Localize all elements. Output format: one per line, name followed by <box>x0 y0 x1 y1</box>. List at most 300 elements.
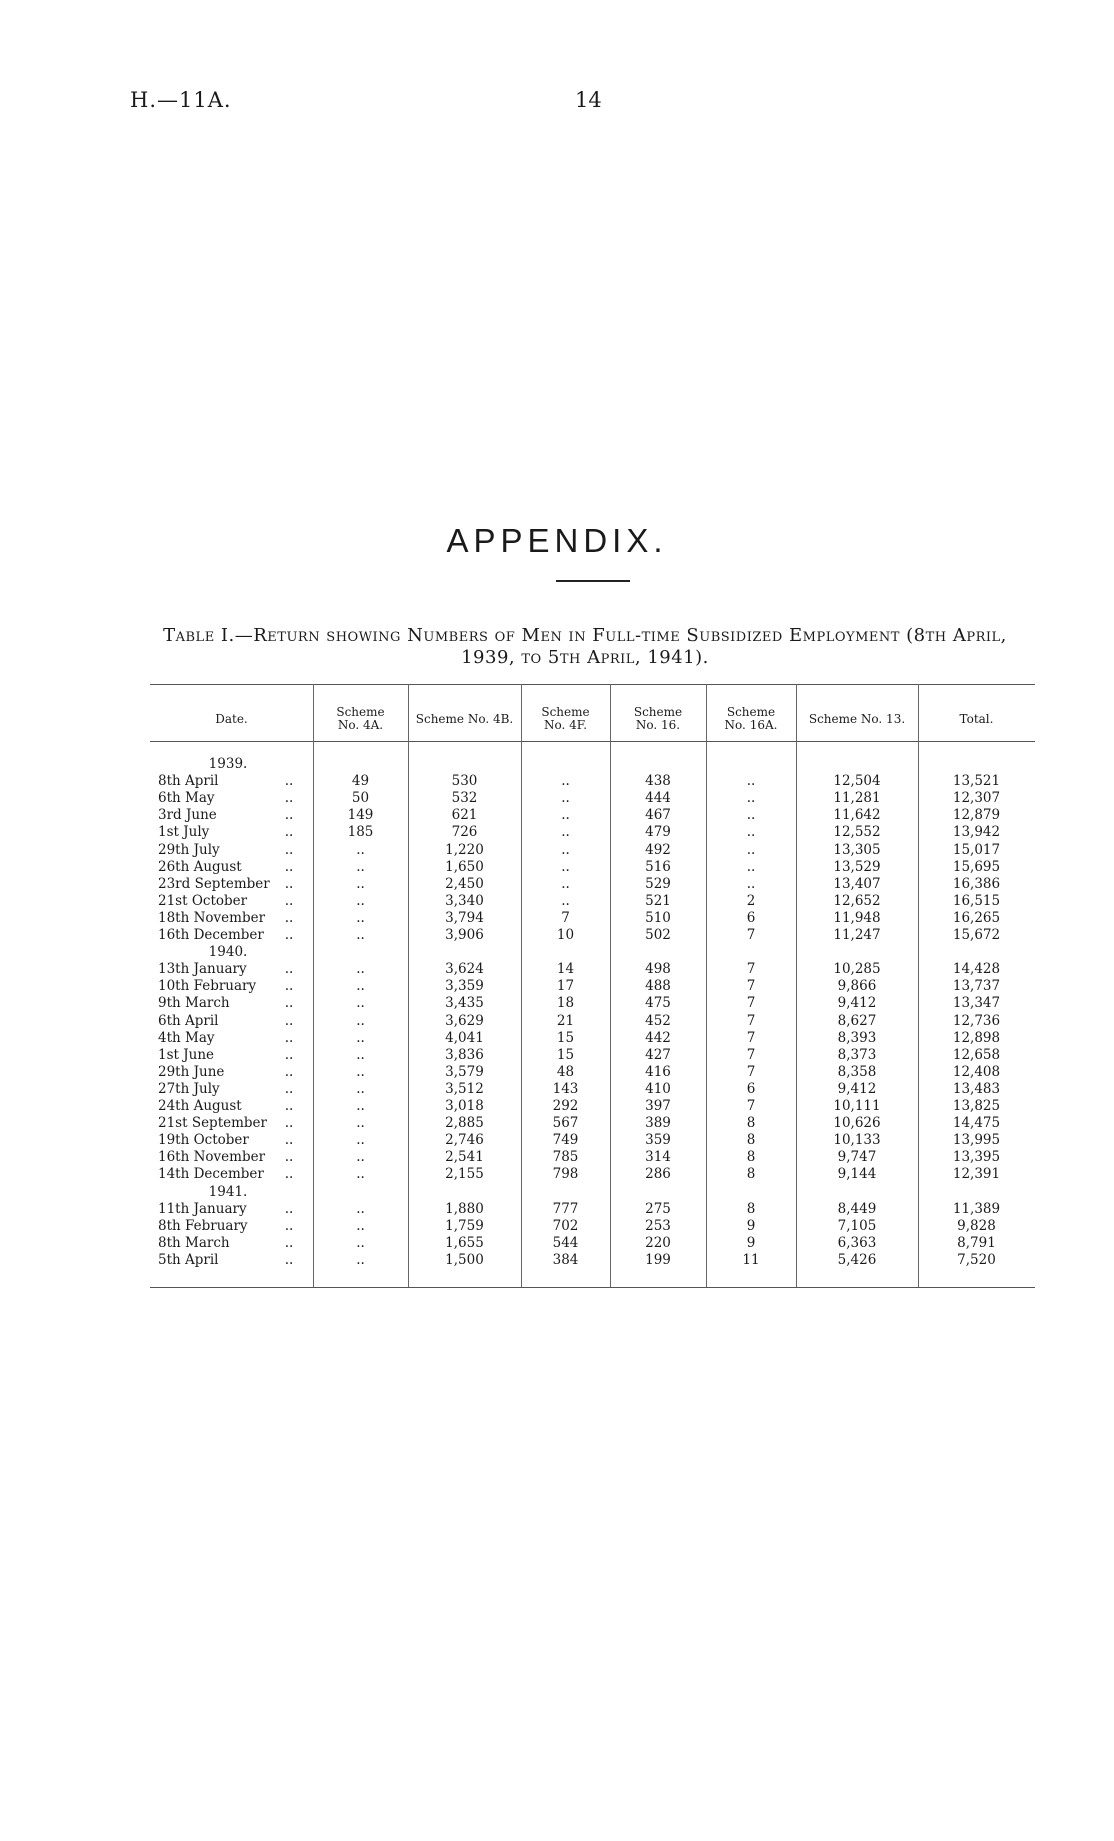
value-cell-s4f: .. <box>561 858 570 875</box>
leader-dots: .. <box>284 1200 294 1217</box>
value-cell-s4a: .. <box>356 1234 365 1251</box>
column-header-text <box>416 713 513 726</box>
table-row <box>150 1201 1035 1218</box>
leader-dots: .. <box>284 909 294 926</box>
date-cell: 9th March <box>158 995 230 1012</box>
date-cell: 14th December <box>158 1166 264 1183</box>
value-cell-s4b: 530 <box>451 773 478 790</box>
value-cell-s16: 275 <box>645 1200 671 1217</box>
table-header-rule <box>150 741 1035 742</box>
value-cell-total: 12,307 <box>952 790 1001 807</box>
column-header-line-1: Total. <box>959 711 994 726</box>
value-cell-s13: 9,412 <box>837 1080 877 1097</box>
value-cell-s16a: 7 <box>746 1098 756 1114</box>
year-label: 1941. <box>208 1183 248 1200</box>
value-cell-total: 12,658 <box>952 1046 1001 1063</box>
table-top-rule <box>150 684 1035 685</box>
value-cell-s4f: 10 <box>556 927 575 943</box>
leader-dots: .. <box>284 1063 294 1080</box>
value-cell-s4b: 3,836 <box>445 1046 484 1063</box>
value-cell-total: 12,408 <box>952 1063 1001 1080</box>
value-cell-total: 16,265 <box>952 909 1001 926</box>
table-row <box>150 995 1035 1012</box>
date-cell: 13th January <box>158 961 247 978</box>
date-cell: 6th May <box>158 790 215 807</box>
value-cell-total: 13,347 <box>952 995 1001 1012</box>
date-cell: 1st June <box>158 1046 215 1063</box>
value-cell-s4f: 14 <box>556 961 575 978</box>
leader-dots: .. <box>284 927 294 943</box>
column-header-text <box>725 706 778 732</box>
value-cell-total: 15,695 <box>952 858 1001 875</box>
value-cell-s4a: .. <box>356 892 365 909</box>
table-row <box>150 1047 1035 1064</box>
value-cell-s13: 13,407 <box>833 875 881 892</box>
value-cell-s16a: 6 <box>746 1080 756 1097</box>
date-cell: 8th March <box>158 1234 230 1251</box>
value-cell-s4b: 2,450 <box>445 875 484 892</box>
value-cell-s16: 427 <box>645 1046 671 1063</box>
value-cell-total: 13,483 <box>952 1080 1001 1097</box>
date-cell: 26th August <box>158 858 242 875</box>
value-cell-s4a: .. <box>356 1080 365 1097</box>
table-row <box>150 910 1035 927</box>
value-cell-s4b: 2,155 <box>445 1166 484 1183</box>
value-cell-s16: 286 <box>645 1166 671 1183</box>
value-cell-s13: 9,144 <box>837 1166 877 1183</box>
year-row <box>150 944 1035 961</box>
column-header-s13 <box>796 697 918 741</box>
value-cell-s13: 13,529 <box>833 858 881 875</box>
leader-dots: .. <box>284 892 294 909</box>
value-cell-s16: 475 <box>645 995 671 1012</box>
value-cell-s13: 9,866 <box>837 978 877 995</box>
column-divider <box>796 684 797 1287</box>
value-cell-s16a: 7 <box>746 978 756 995</box>
column-header-total <box>918 697 1035 741</box>
value-cell-s16a: 8 <box>746 1149 756 1166</box>
column-header-s4a <box>313 697 408 741</box>
table-row <box>150 1166 1035 1183</box>
value-cell-s16: 199 <box>645 1251 671 1268</box>
value-cell-s13: 9,412 <box>837 995 877 1012</box>
value-cell-s4f: 292 <box>552 1098 579 1114</box>
date-cell: 11th January <box>158 1200 247 1217</box>
value-cell-s16: 521 <box>645 892 671 909</box>
date-cell: 21st September <box>158 1115 268 1132</box>
column-divider <box>706 684 707 1287</box>
value-cell-s16a: 7 <box>746 1012 756 1029</box>
value-cell-s16: 488 <box>645 978 671 995</box>
value-cell-s16a: 9 <box>746 1217 756 1234</box>
value-cell-s4f: .. <box>561 773 570 790</box>
column-divider <box>610 684 611 1287</box>
value-cell-s16a: 7 <box>746 995 756 1012</box>
value-cell-s4b: 621 <box>451 807 478 824</box>
value-cell-s4f: 384 <box>552 1251 579 1268</box>
value-cell-s4f: 15 <box>556 1029 575 1046</box>
value-cell-total: 15,672 <box>952 927 1001 943</box>
value-cell-s16a: .. <box>746 773 756 790</box>
value-cell-s4b: 2,541 <box>445 1149 484 1166</box>
value-cell-s13: 8,373 <box>837 1046 877 1063</box>
value-cell-s13: 8,449 <box>837 1200 877 1217</box>
value-cell-s13: 8,358 <box>837 1063 877 1080</box>
value-cell-s16: 498 <box>645 961 671 978</box>
value-cell-s4f: 21 <box>556 1012 575 1029</box>
leader-dots: .. <box>284 1098 294 1114</box>
value-cell-s4a: .. <box>356 858 365 875</box>
value-cell-s4a: .. <box>356 1012 365 1029</box>
value-cell-s4f: 544 <box>552 1234 579 1251</box>
value-cell-s4f: .. <box>561 841 570 858</box>
value-cell-total: 13,995 <box>952 1132 1001 1149</box>
value-cell-s16: 410 <box>645 1080 671 1097</box>
column-header-line-1: Scheme No. 4B. <box>415 711 514 726</box>
column-header-text <box>215 713 248 726</box>
value-cell-s4b: 3,906 <box>445 927 484 943</box>
date-cell: 27th July <box>158 1080 220 1097</box>
table-row <box>150 1013 1035 1030</box>
date-cell: 18th November <box>158 909 266 926</box>
leader-dots: .. <box>284 961 294 978</box>
table-row <box>150 1081 1035 1098</box>
value-cell-s16: 397 <box>645 1098 671 1114</box>
value-cell-s13: 12,552 <box>833 824 881 841</box>
table-row <box>150 842 1035 859</box>
date-cell: 16th December <box>158 927 264 943</box>
value-cell-s13: 11,247 <box>833 927 881 943</box>
value-cell-s4a: .. <box>356 995 365 1012</box>
table-row <box>150 807 1035 824</box>
table-row <box>150 1235 1035 1252</box>
value-cell-s13: 8,393 <box>837 1029 877 1046</box>
value-cell-s4f: .. <box>561 790 570 807</box>
value-cell-s4f: 17 <box>556 978 575 995</box>
column-header-text <box>634 706 682 732</box>
value-cell-s16a: 8 <box>746 1166 756 1183</box>
value-cell-s4b: 2,885 <box>445 1115 484 1132</box>
date-cell: 21st October <box>158 892 248 909</box>
value-cell-s13: 5,426 <box>837 1251 877 1268</box>
value-cell-s16: 516 <box>645 858 671 875</box>
value-cell-total: 16,386 <box>952 875 1001 892</box>
column-header-date <box>150 697 313 741</box>
leader-dots: .. <box>284 1251 294 1268</box>
value-cell-s4f: .. <box>561 892 570 909</box>
column-header-text <box>960 713 994 726</box>
table-row <box>150 773 1035 790</box>
value-cell-s4a: .. <box>356 1149 365 1166</box>
value-cell-s4f: 7 <box>561 909 570 926</box>
value-cell-s4b: 3,359 <box>445 978 484 995</box>
value-cell-s4f: 15 <box>556 1046 575 1063</box>
value-cell-s16a: 2 <box>746 892 756 909</box>
value-cell-s4a: .. <box>356 1029 365 1046</box>
leader-dots: .. <box>284 1012 294 1029</box>
table-row <box>150 1115 1035 1132</box>
leader-dots: .. <box>284 1217 294 1234</box>
value-cell-s13: 13,305 <box>833 841 881 858</box>
leader-dots: .. <box>284 807 294 824</box>
value-cell-s16a: .. <box>746 807 756 824</box>
value-cell-s4f: 777 <box>552 1200 579 1217</box>
value-cell-s4f: 702 <box>552 1217 579 1234</box>
value-cell-s13: 6,363 <box>837 1234 877 1251</box>
value-cell-s16: 220 <box>645 1234 671 1251</box>
value-cell-s4b: 3,794 <box>445 909 484 926</box>
value-cell-s16: 359 <box>645 1132 671 1149</box>
value-cell-s4b: 3,624 <box>445 961 484 978</box>
value-cell-s16: 479 <box>645 824 671 841</box>
table-bottom-rule <box>150 1287 1035 1288</box>
year-row <box>150 756 1035 773</box>
value-cell-s4b: 3,512 <box>445 1080 484 1097</box>
value-cell-s16: 467 <box>645 807 671 824</box>
value-cell-s4a: 50 <box>351 790 370 807</box>
value-cell-s4a: .. <box>356 978 365 995</box>
year-label: 1940. <box>208 944 248 961</box>
value-cell-s4b: 4,041 <box>445 1029 484 1046</box>
table-row <box>150 1132 1035 1149</box>
column-header-text <box>541 706 589 732</box>
date-cell: 8th April <box>158 773 219 790</box>
value-cell-s16a: .. <box>746 824 756 841</box>
value-cell-s4f: 749 <box>552 1132 579 1149</box>
date-cell: 29th June <box>158 1063 225 1080</box>
value-cell-s4b: 3,629 <box>445 1012 484 1029</box>
value-cell-s4f: 143 <box>552 1080 579 1097</box>
value-cell-s13: 10,111 <box>833 1098 881 1114</box>
value-cell-total: 14,428 <box>952 961 1001 978</box>
value-cell-s13: 10,285 <box>833 961 881 978</box>
appendix-title: APPENDIX. <box>446 522 668 559</box>
column-header-line-2: No. 16. <box>635 718 681 732</box>
table-row <box>150 1218 1035 1235</box>
value-cell-total: 9,828 <box>957 1217 996 1234</box>
value-cell-s16a: .. <box>746 875 756 892</box>
value-cell-s4b: 3,340 <box>445 892 484 909</box>
table-row <box>150 893 1035 910</box>
value-cell-total: 13,737 <box>952 978 1001 995</box>
leader-dots: .. <box>284 1080 294 1097</box>
column-header-line-1: Date. <box>215 711 248 726</box>
value-cell-s16a: 11 <box>742 1251 760 1268</box>
value-cell-total: 15,017 <box>952 841 1001 858</box>
year-label: 1939. <box>208 756 248 772</box>
column-header-line-1: Scheme <box>336 705 385 719</box>
table-row <box>150 978 1035 995</box>
value-cell-s13: 10,626 <box>833 1115 881 1132</box>
value-cell-s4b: 3,018 <box>445 1098 484 1114</box>
value-cell-total: 12,879 <box>952 807 1001 824</box>
leader-dots: .. <box>284 1046 294 1063</box>
value-cell-s4b: 1,500 <box>445 1251 484 1268</box>
value-cell-s4f: 785 <box>552 1149 579 1166</box>
value-cell-s16a: 8 <box>746 1200 756 1217</box>
value-cell-total: 12,898 <box>952 1029 1001 1046</box>
value-cell-s16: 510 <box>645 909 671 926</box>
value-cell-s4a: .. <box>356 841 365 858</box>
leader-dots: .. <box>284 995 294 1012</box>
date-cell: 4th May <box>158 1029 215 1046</box>
value-cell-s4f: 18 <box>556 995 575 1012</box>
value-cell-s4a: .. <box>356 1046 365 1063</box>
column-header-s16a <box>706 697 796 741</box>
value-cell-total: 12,391 <box>952 1166 1001 1183</box>
value-cell-total: 13,521 <box>952 773 1001 790</box>
value-cell-s4a: .. <box>356 1200 365 1217</box>
column-header-text <box>336 706 384 732</box>
value-cell-s4f: 567 <box>552 1115 579 1132</box>
value-cell-s4b: 532 <box>451 790 478 807</box>
value-cell-s16: 502 <box>645 927 671 943</box>
date-cell: 24th August <box>158 1098 242 1114</box>
page-number: 14 <box>575 88 602 112</box>
value-cell-s13: 7,105 <box>837 1217 877 1234</box>
date-cell: 6th April <box>158 1012 219 1029</box>
leader-dots: .. <box>284 1132 294 1149</box>
date-cell: 3rd June <box>158 807 217 824</box>
column-header-text <box>809 713 905 726</box>
value-cell-s4a: 49 <box>351 773 370 790</box>
value-cell-s16a: .. <box>746 841 756 858</box>
value-cell-s16: 438 <box>645 773 671 790</box>
value-cell-s16: 492 <box>645 841 671 858</box>
leader-dots: .. <box>284 1115 294 1132</box>
value-cell-s4b: 1,650 <box>445 858 484 875</box>
value-cell-s4b: 3,435 <box>445 995 484 1012</box>
value-cell-s4b: 1,880 <box>445 1200 484 1217</box>
value-cell-s16a: 7 <box>746 927 756 943</box>
value-cell-s16a: 7 <box>746 1046 756 1063</box>
value-cell-s16: 389 <box>645 1115 671 1132</box>
date-cell: 10th February <box>158 978 257 995</box>
value-cell-s4a: .. <box>356 1166 365 1183</box>
value-cell-s16a: .. <box>746 790 756 807</box>
leader-dots: .. <box>284 773 294 790</box>
column-header-line-1: Scheme No. 13. <box>808 711 906 726</box>
value-cell-s4a: .. <box>356 1217 365 1234</box>
column-header-line-2: No. 16A. <box>724 718 778 732</box>
value-cell-total: 7,520 <box>957 1251 996 1268</box>
value-cell-s4a: 149 <box>347 807 374 824</box>
value-cell-total: 12,736 <box>952 1012 1001 1029</box>
value-cell-s16: 442 <box>645 1029 671 1046</box>
table-caption-line-2: 1939, to 5th April, 1941). <box>461 647 709 668</box>
value-cell-s4f: .. <box>561 824 570 841</box>
date-cell: 1st July <box>158 824 210 841</box>
value-cell-s4b: 3,579 <box>445 1063 484 1080</box>
date-cell: 19th October <box>158 1132 249 1149</box>
table-row <box>150 927 1035 944</box>
table-row <box>150 1252 1035 1269</box>
value-cell-s16: 529 <box>645 875 671 892</box>
value-cell-s4a: .. <box>356 1063 365 1080</box>
leader-dots: .. <box>284 1029 294 1046</box>
value-cell-s16a: 6 <box>746 909 756 926</box>
value-cell-s4a: .. <box>356 927 365 943</box>
column-divider <box>918 684 919 1287</box>
value-cell-s4a: .. <box>356 961 365 978</box>
leader-dots: .. <box>284 858 294 875</box>
value-cell-s4a: .. <box>356 1115 365 1132</box>
value-cell-s13: 11,281 <box>833 790 881 807</box>
value-cell-s16: 444 <box>645 790 671 807</box>
value-cell-s4f: .. <box>561 875 570 892</box>
table-row <box>150 824 1035 841</box>
value-cell-s4b: 2,746 <box>445 1132 484 1149</box>
year-row <box>150 1184 1035 1201</box>
column-header-line-2: No. 4A. <box>337 718 384 732</box>
value-cell-s4a: .. <box>356 1132 365 1149</box>
value-cell-s4a: .. <box>356 1251 365 1268</box>
value-cell-s16a: .. <box>746 858 756 875</box>
date-cell: 8th February <box>158 1217 248 1234</box>
value-cell-total: 13,825 <box>952 1098 1001 1114</box>
column-header-s16 <box>610 697 706 741</box>
column-header-line-2: No. 4F. <box>543 718 588 732</box>
table-row <box>150 1149 1035 1166</box>
table-row <box>150 1064 1035 1081</box>
date-cell: 29th July <box>158 841 220 858</box>
value-cell-s4b: 1,759 <box>445 1217 484 1234</box>
value-cell-s16a: 8 <box>746 1115 756 1132</box>
column-header-line-1: Scheme <box>633 705 683 719</box>
value-cell-s4a: 185 <box>347 824 374 841</box>
value-cell-s13: 9,747 <box>837 1149 877 1166</box>
leader-dots: .. <box>284 1149 294 1166</box>
leader-dots: .. <box>284 1234 294 1251</box>
value-cell-s4f: 48 <box>556 1063 575 1080</box>
leader-dots: .. <box>284 824 294 841</box>
column-divider <box>313 684 314 1287</box>
column-divider <box>521 684 522 1287</box>
table-row <box>150 1030 1035 1047</box>
value-cell-s16a: 7 <box>746 1063 756 1080</box>
table-caption-line-1: Table I.—Return showing Numbers of Men in Full-time Subsidized Employment (8th April, <box>163 625 1007 646</box>
value-cell-s13: 12,652 <box>833 892 881 909</box>
value-cell-s4b: 726 <box>451 824 478 841</box>
value-cell-s13: 8,627 <box>837 1012 877 1029</box>
column-header-s4f <box>521 697 610 741</box>
date-cell: 5th April <box>158 1251 219 1268</box>
value-cell-s13: 12,504 <box>833 773 881 790</box>
value-cell-total: 8,791 <box>957 1234 996 1251</box>
value-cell-total: 16,515 <box>952 892 1001 909</box>
table-caption <box>120 625 1050 669</box>
value-cell-s16: 314 <box>645 1149 671 1166</box>
column-header-line-1: Scheme <box>726 705 776 719</box>
title-divider <box>556 580 630 582</box>
value-cell-s16: 452 <box>645 1012 671 1029</box>
value-cell-s4f: .. <box>561 807 570 824</box>
value-cell-s4b: 1,220 <box>445 841 484 858</box>
table-row <box>150 859 1035 876</box>
value-cell-s4a: .. <box>356 1098 365 1114</box>
value-cell-s4a: .. <box>356 875 365 892</box>
leader-dots: .. <box>284 841 294 858</box>
value-cell-total: 13,942 <box>952 824 1001 841</box>
table-row <box>150 1098 1035 1115</box>
value-cell-s16a: 8 <box>746 1132 756 1149</box>
value-cell-s16: 416 <box>645 1063 671 1080</box>
value-cell-s4f: 798 <box>552 1166 579 1183</box>
value-cell-total: 14,475 <box>952 1115 1001 1132</box>
value-cell-s16a: 7 <box>746 961 756 978</box>
leader-dots: .. <box>284 1166 294 1183</box>
value-cell-s4b: 1,655 <box>445 1234 484 1251</box>
